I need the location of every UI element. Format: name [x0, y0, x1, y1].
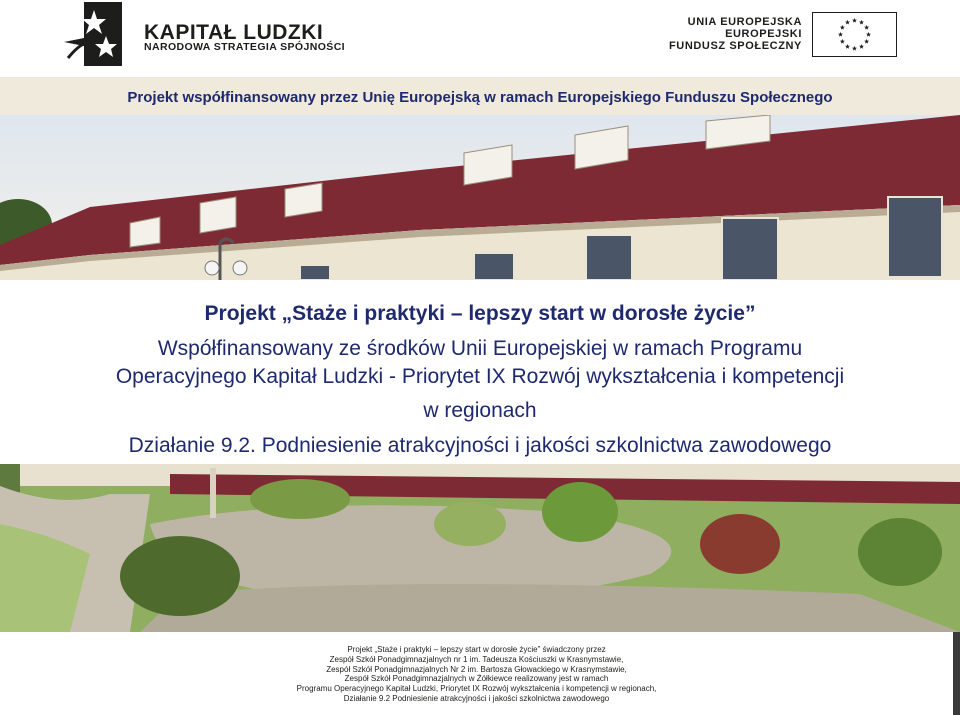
kapital-ludzki-logo-icon	[64, 2, 122, 66]
measure-line: Działanie 9.2. Podniesienie atrakcyjności i jakości szkolnictwa zawodowego	[128, 434, 832, 457]
eu-flag-icon	[812, 12, 897, 57]
footer	[0, 632, 953, 715]
ue-line-3: FUNDUSZ SPOŁECZNY	[668, 40, 802, 52]
cofinancing-line: Współfinansowany ze środków Unii Europejskiej w ramach Programu	[157, 337, 803, 360]
ue-label	[669, 16, 802, 52]
school-building-photo	[0, 115, 960, 280]
header	[0, 0, 960, 77]
footer-line: Programu Operacyjnego Kapitał Ludzki, Priorytet IX Rozwój wykształcenia i kompetencji w regionach,	[296, 684, 657, 694]
footer-text	[0, 645, 953, 704]
eu-star-icon	[864, 39, 869, 44]
eu-star-icon	[845, 20, 850, 25]
regions-line: w regionach	[423, 399, 537, 422]
footer-line: Zespół Szkół Ponadgimnazjalnych Nr 2 im. Bartosza Głowackiego w Krasnymstawie,	[326, 664, 627, 674]
eu-star-icon	[840, 25, 845, 30]
banner-text: Projekt współfinansowany przez Unię Europejską w ramach Europejskiego Funduszu Społecznego	[127, 89, 833, 106]
eu-star-icon	[852, 46, 857, 51]
ue-line-1: UNIA EUROPEJSKA	[687, 16, 802, 28]
kapital-ludzki-subtitle: NARODOWA STRATEGIA SPÓJNOŚCI	[144, 41, 345, 53]
kapital-ludzki-title: KAPITAŁ LUDZKI	[144, 21, 324, 44]
eu-star-icon	[840, 39, 845, 44]
school-garden-photo	[0, 464, 960, 632]
eu-star-icon	[864, 25, 869, 30]
eu-star-icon	[838, 32, 843, 37]
eu-star-icon	[852, 18, 857, 23]
programme-line: Operacyjnego Kapitał Ludzki - Priorytet IX Rozwój wykształcenia i kompetencji	[115, 365, 845, 388]
footer-line: Zespół Szkół Ponadgimnazjalnych nr 1 im. Tadeusza Kościuszki w Krasnymstawie,	[329, 654, 624, 664]
footer-line: Projekt „Staże i praktyki – lepszy start w dorosłe życie” świadczony przez	[347, 645, 606, 654]
eu-star-icon	[859, 44, 864, 49]
project-title-box	[0, 280, 960, 464]
cofinancing-banner	[0, 77, 960, 115]
project-title: Projekt „Staże i praktyki – lepszy start w dorosłe życie”	[204, 302, 756, 325]
ue-line-2: EUROPEJSKI	[725, 28, 802, 40]
eu-star-icon	[859, 20, 864, 25]
eu-star-icon	[845, 44, 850, 49]
footer-edge	[953, 632, 960, 715]
footer-line: Działanie 9.2 Podniesienie atrakcyjności i jakości szkolnictwa zawodowego	[343, 693, 610, 703]
footer-line: Zespół Szkół Ponadgimnazjalnych w Żółkiewce realizowany jest w ramach	[344, 674, 609, 684]
eu-star-icon	[866, 32, 871, 37]
